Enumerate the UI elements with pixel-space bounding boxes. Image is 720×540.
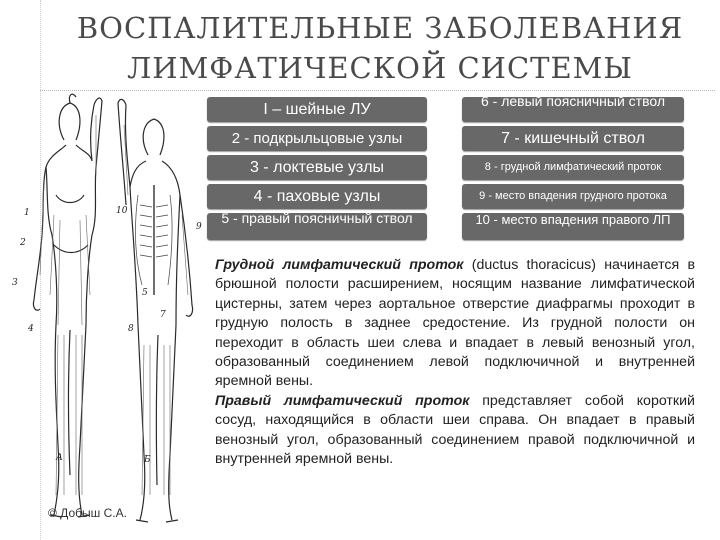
figure-label-9: 9 xyxy=(196,222,202,232)
anatomy-figures xyxy=(12,95,210,525)
label-text: 9 - место впадения грудного протока xyxy=(479,190,667,202)
label-text: 6 - левый поясничный ствол xyxy=(480,93,666,109)
title-line-1: ВОСПАЛИТЕЛЬНЫЕ ЗАБОЛЕВАНИЯ xyxy=(76,11,684,45)
label-text: 5 - правый поясничный ствол xyxy=(221,210,413,226)
label-right-duct-junction[interactable] xyxy=(462,213,684,240)
label-inguinal-nodes[interactable] xyxy=(207,184,427,209)
copyright-note: © Добыш С.А. xyxy=(48,506,127,520)
figure-label-5: 5 xyxy=(142,288,148,298)
figure-label-8: 8 xyxy=(128,324,134,334)
label-cervical-nodes[interactable] xyxy=(207,97,427,122)
paragraph-thoracic-duct xyxy=(215,256,695,392)
figure-label-b: Б xyxy=(144,455,151,465)
figure-label-4: 4 xyxy=(28,324,34,334)
paragraph-body: (ductus thoracicus) начинается в брюшной полости расширением, носящим название лимфатической цистерны, затем через аортальное отверстие диафрагмы проходит в грудную полость в заднее средостение. Из грудной полости он переходит в область шеи слева и впадает в левый венозный угол, образованный соединением левой подключичной и внутренней яремной вены. xyxy=(215,257,695,390)
label-text: I – шейные ЛУ xyxy=(263,101,371,118)
label-intestinal-trunk[interactable] xyxy=(462,126,684,151)
label-axillary-nodes[interactable] xyxy=(207,126,427,151)
label-left-lumbar-trunk[interactable] xyxy=(462,93,684,122)
figure-label-a: А xyxy=(56,453,63,463)
title-divider xyxy=(40,90,715,91)
slide-title xyxy=(40,8,720,88)
label-thoracic-duct-junction[interactable] xyxy=(462,184,684,209)
figure-label-7: 7 xyxy=(160,310,166,320)
figure-label-2: 2 xyxy=(20,238,26,248)
paragraph-body: представляет собой короткий сосуд, находящийся в области шеи справа. Он впадает в правый венозный угол, образованный соединением правой подключичной и внутренней яремной вены. xyxy=(215,392,695,468)
label-text: 2 - подкрыльцовые узлы xyxy=(231,130,403,147)
label-cubital-nodes[interactable] xyxy=(207,155,427,180)
label-text: 8 - грудной лимфатический проток xyxy=(484,161,662,173)
label-text: 4 - паховые узлы xyxy=(253,188,381,205)
label-text: 3 - локтевые узлы xyxy=(249,159,385,176)
title-line-2: ЛИМФАТИЧЕСКОЙ СИСТЕМЫ xyxy=(127,51,633,85)
lymphatic-system-illustration xyxy=(12,95,210,525)
term-right-duct: Правый лимфатический проток xyxy=(215,392,470,409)
figure-label-10: 10 xyxy=(116,206,128,216)
label-thoracic-duct[interactable] xyxy=(462,155,684,180)
label-right-lumbar-trunk[interactable] xyxy=(207,210,427,240)
description-text xyxy=(215,256,695,469)
figure-label-3: 3 xyxy=(12,278,18,288)
figure-label-1: 1 xyxy=(24,208,30,218)
term-thoracic-duct: Грудной лимфатический проток xyxy=(215,257,464,273)
label-text: 7 - кишечный ствол xyxy=(501,130,645,147)
label-text: 10 - место впадения правого ЛП xyxy=(475,212,671,227)
paragraph-right-duct xyxy=(215,392,695,470)
